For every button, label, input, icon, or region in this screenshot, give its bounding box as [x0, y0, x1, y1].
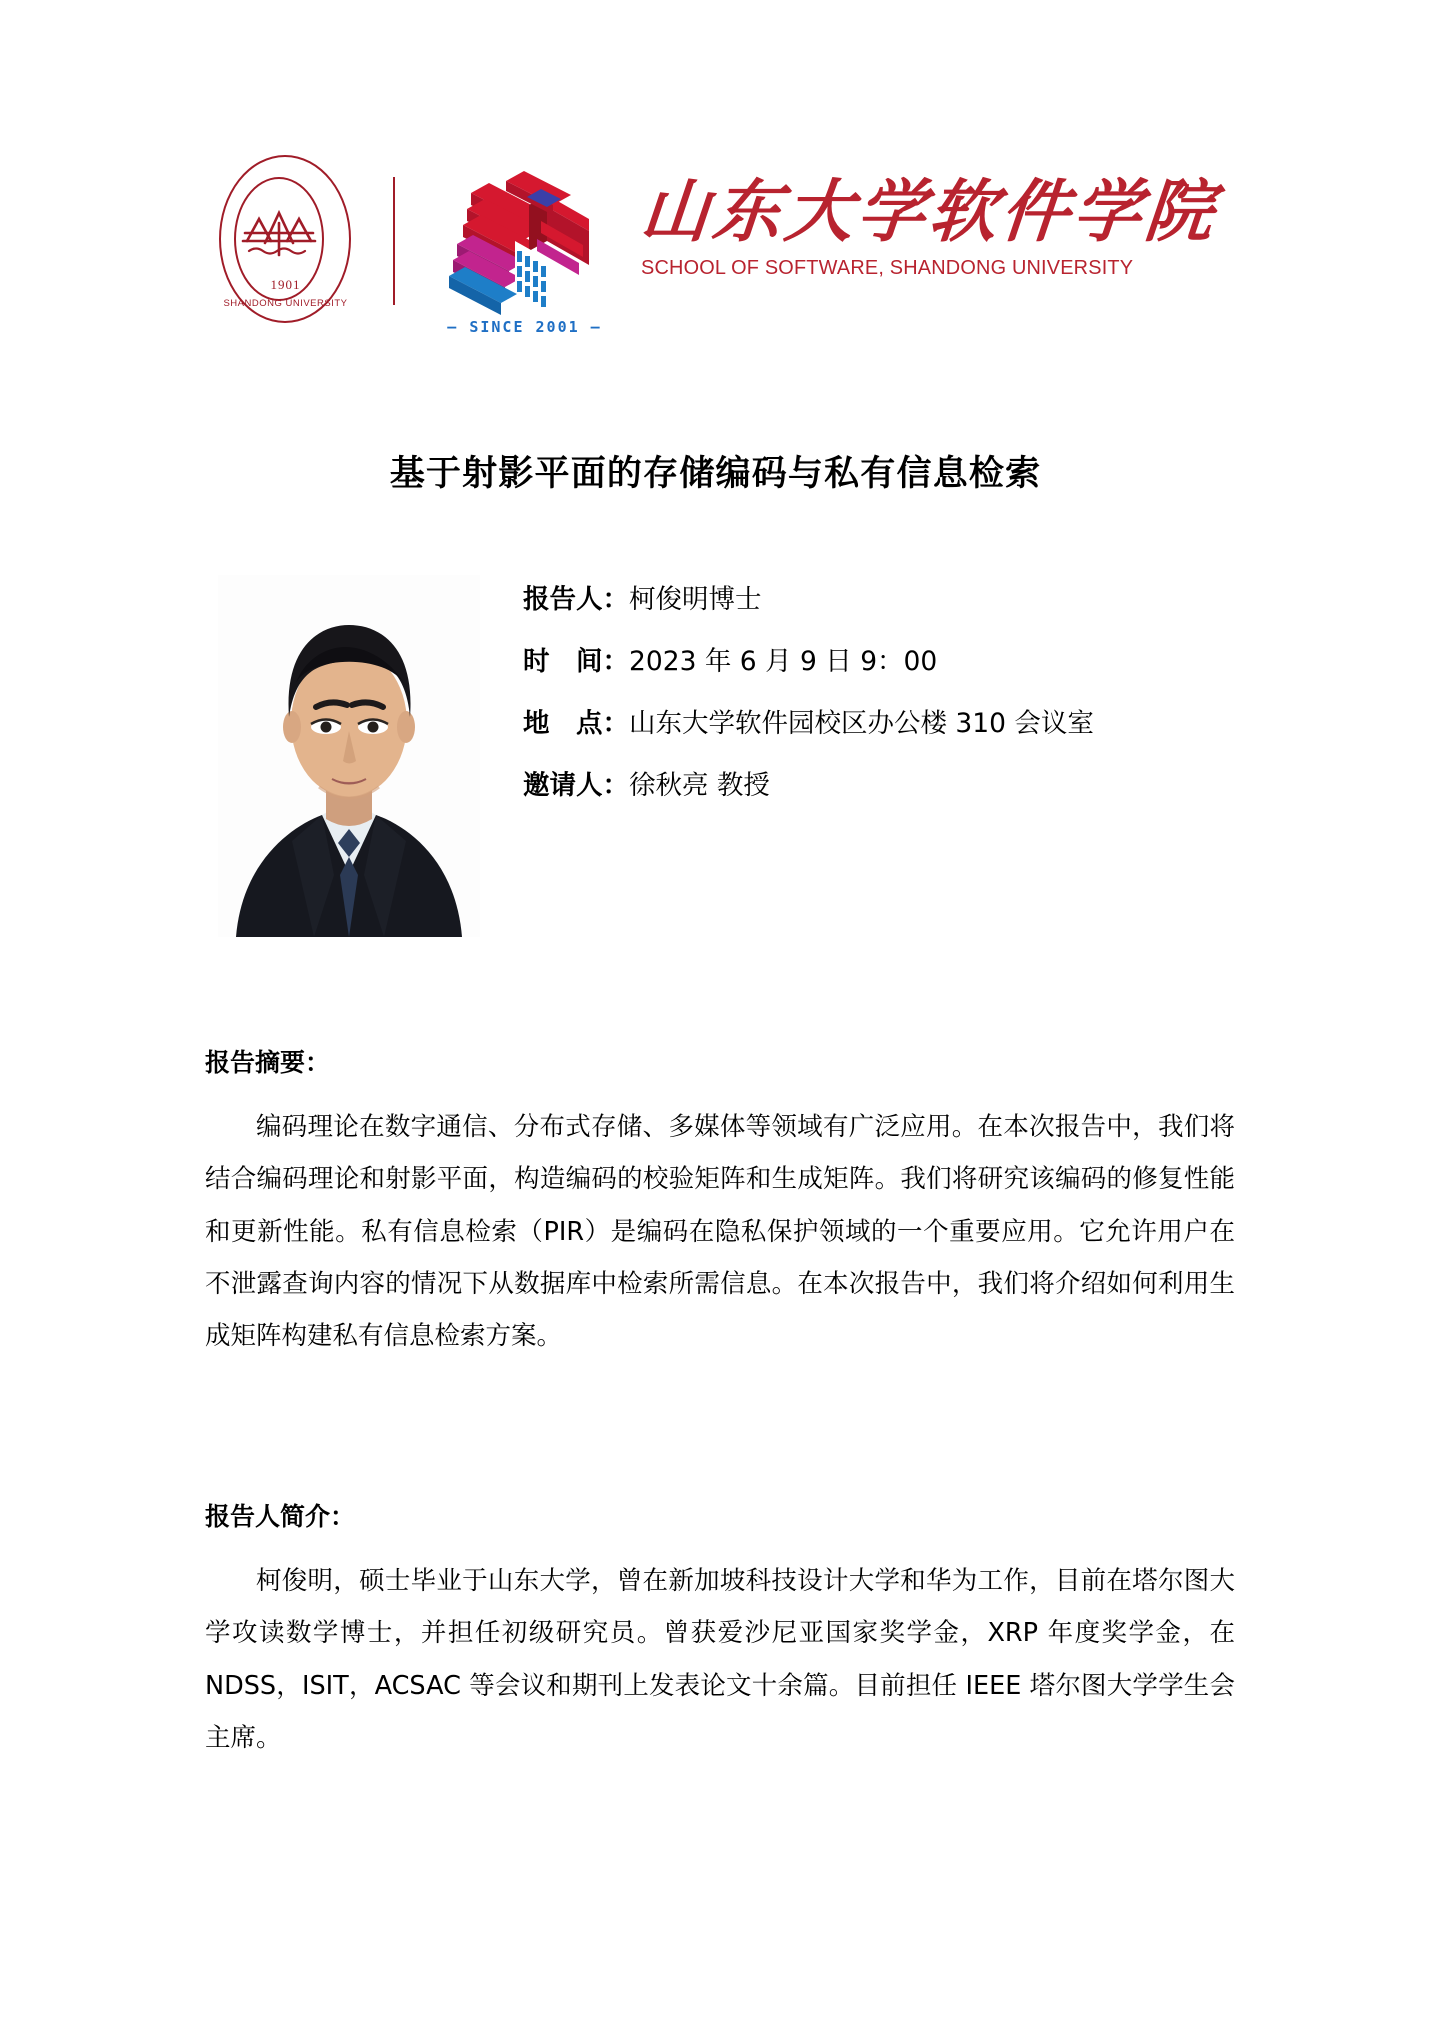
meta-value-host: 徐秋亮 教授 — [629, 770, 770, 802]
header-logo-band — [0, 155, 1431, 355]
meta-row-host — [523, 769, 1213, 802]
school-of-software-mark-icon — [429, 155, 619, 345]
meta-row-speaker — [523, 583, 1213, 616]
speaker-portrait-photo — [218, 575, 480, 937]
meta-label-host: 邀请人： — [523, 770, 629, 802]
meta-label-time: 时 间： — [523, 646, 629, 678]
seal-founding-year: 1901 — [270, 277, 301, 292]
seal-mountain-wave-glyph — [239, 207, 319, 259]
portrait-illustration — [218, 575, 480, 937]
shandong-university-seal-icon — [213, 155, 363, 327]
meta-value-speaker: 柯俊明博士 — [629, 584, 762, 615]
abstract-section — [205, 1043, 1235, 1362]
meta-row-location — [523, 707, 1213, 740]
bio-heading: 报告人简介： — [205, 1502, 356, 1531]
wordmark-chinese: 山东大学软件学院 — [638, 174, 1221, 250]
abstract-heading: 报告摘要： — [205, 1048, 331, 1077]
meta-value-time: 2023 年 6 月 9 日 9：00 — [629, 646, 938, 678]
seal-arc-text-bottom: SHANDONG UNIVERSITY — [223, 298, 348, 309]
logo-divider — [393, 177, 395, 305]
bio-section — [205, 1497, 1235, 1764]
abstract-body: 编码理论在数字通信、分布式存储、多媒体等领域有广泛应用。在本次报告中，我们将结合编码理论和射影平面，构造编码的校验矩阵和生成矩阵。我们将研究该编码的修复性能和更新性能。私有信息检索（PIR）是编码在隐私保护领域的一个重要应用。它允许用户在不泄露查询内容的情况下从数据库中检索所需信息。在本次报告中，我们将介绍如何利用生成矩阵构建私有信息检索方案。 — [205, 1112, 1235, 1352]
meta-label-speaker: 报告人： — [523, 584, 629, 615]
logo-lockup — [213, 155, 1221, 345]
bio-body: 柯俊明，硕士毕业于山东大学，曾在新加坡科技设计大学和华为工作，目前在塔尔图大学攻读数学博士，并担任初级研究员。曾获爱沙尼亚国家奖学金，XRP 年度奖学金，在 NDSS，ISIT，ACSAC 等会议和期刊上发表论文十余篇。目前担任 IEEE 塔尔图大学学生会主席。 — [205, 1566, 1235, 1753]
wordmark-english: SCHOOL OF SOFTWARE, SHANDONG UNIVERSITY — [641, 256, 1134, 280]
speaker-meta-list — [523, 583, 1213, 832]
wordmark — [638, 155, 1221, 280]
speaker-info-block — [218, 575, 1218, 945]
since-2001-label: — SINCE 2001 — — [447, 318, 602, 336]
meta-value-location: 山东大学软件园校区办公楼 310 会议室 — [629, 708, 1094, 740]
page-title: 基于射影平面的存储编码与私有信息检索 — [389, 454, 1042, 494]
isometric-building-glyph — [429, 165, 619, 325]
meta-label-location: 地 点： — [523, 708, 629, 740]
meta-row-time — [523, 645, 1213, 678]
